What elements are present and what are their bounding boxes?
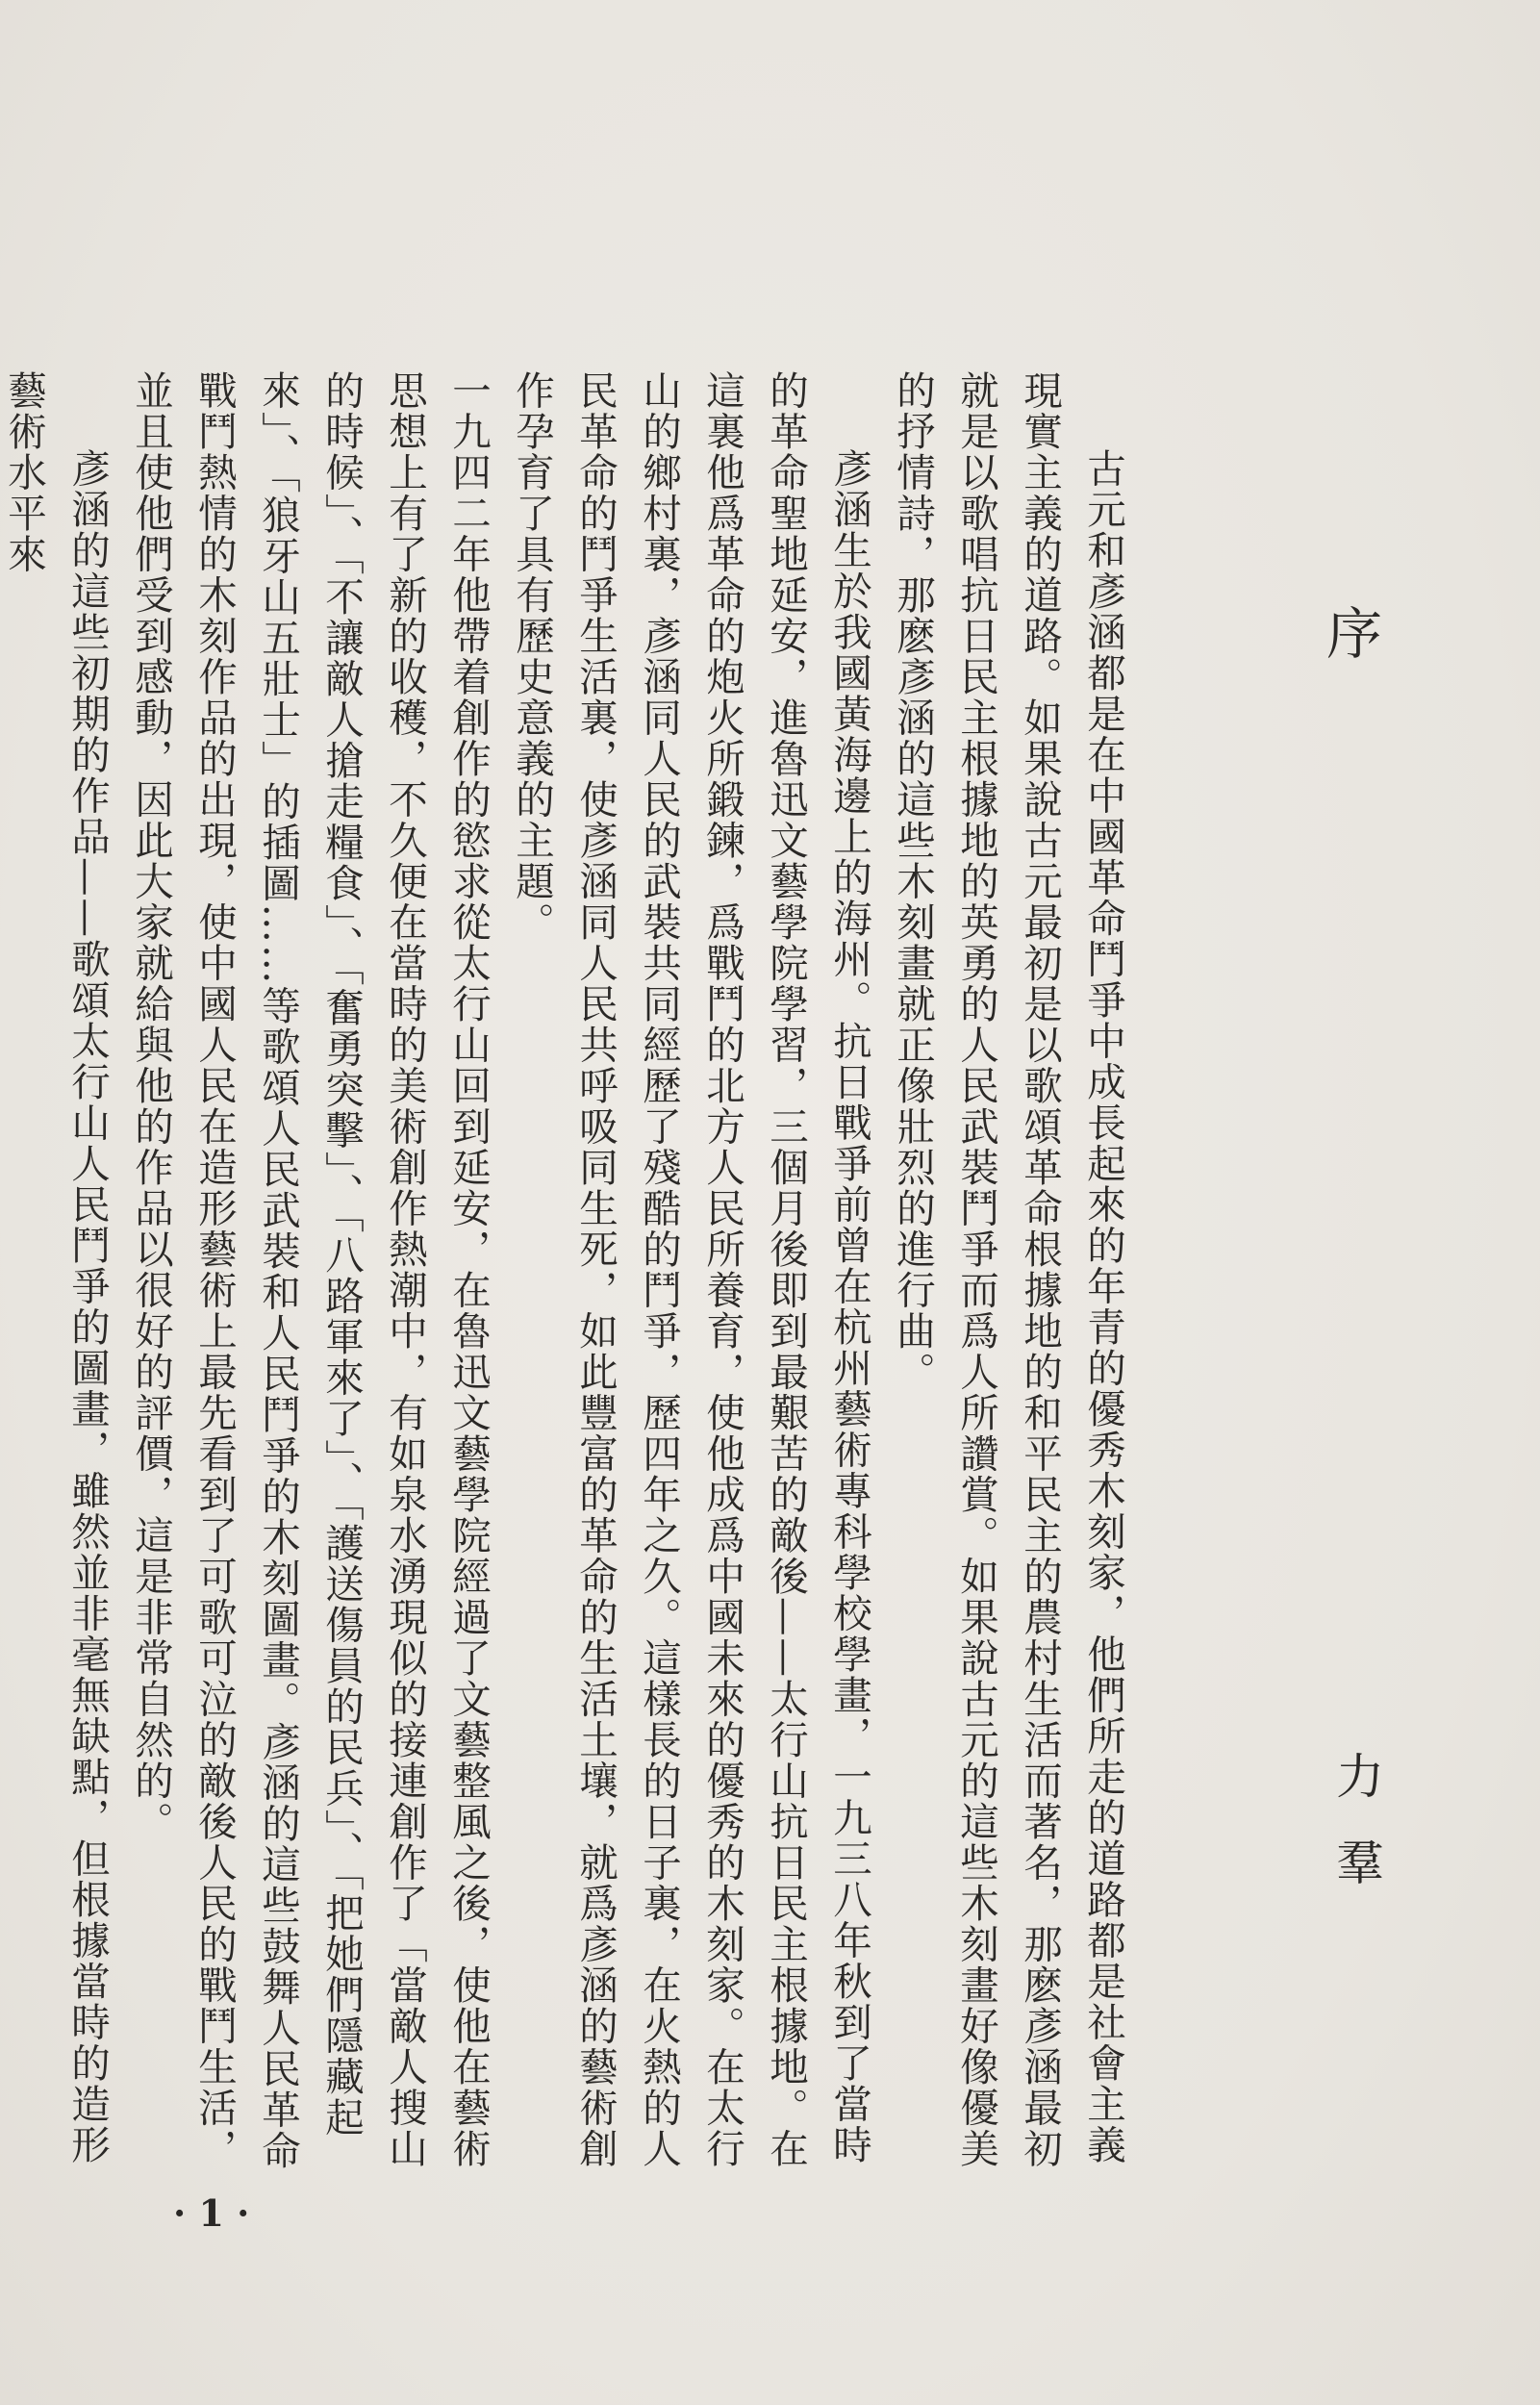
author-name: 力 羣 — [1328, 1751, 1384, 1897]
preface-body — [0, 370, 1135, 2179]
paragraph-2: 彥涵生於我國黃海邊上的海州。抗日戰爭前曾在杭州藝術專科學校學畫，一九三八年秋到了當時的革命聖地延安，進魯迅文藝學院學習，三個月後即到最艱苦的敵後——太行山抗日民主根據地。在這裏他爲革命的炮火所鍛鍊，爲戰鬥的北方人民所養育，使他成爲中國未來的優秀的木刻家。在太行山的鄉村裏，彥涵同人民的武裝共同經歷了殘酷的鬥爭，歷四年之久。這樣長的日子裏，在火熱的人民革命的鬥爭生活裏，使彥涵同人民共呼吸同生死，如此豐富的革命的生活土壤，就爲彥涵的藝術創作孕育了具有歷史意義的主題。 — [509, 370, 872, 2169]
page-number: · 1 · — [173, 2191, 250, 2235]
paragraph-4: 彥涵的這些初期的作品——歌頌太行山人民鬥爭的圖畫，雖然並非毫無缺點，但根據當時的造形藝術水平來 — [1, 370, 111, 2165]
paragraph-1: 古元和彥涵都是在中國革命鬥爭中成長起來的年青的優秀木刻家，他們所走的道路都是社會主義現實主義的道路。如果說古元最初是以歌頌革命根據地的和平民主的農村生活而著名，那麽彥涵最初就是以歌唱抗日民主根據地的英勇的人民武裝鬥爭而爲人所讚賞。如果說古元的這些木刻畫好像優美的抒情詩，那麽彥涵的這些木刻畫就正像壯烈的進行曲。 — [890, 370, 1126, 2169]
preface-title: 序 — [1317, 604, 1382, 660]
paragraph-3: 一九四二年他帶着創作的慾求從太行山回到延安，在魯迅文藝學院經過了文藝整風之後，使他在藝術思想上有了新的收穫，不久便在當時的美術創作熱潮中，有如泉水湧現似的接連創作了「當敵人搜山的時候」、「不讓敵人搶走糧食」、「奮勇突擊」、「八路軍來了」、「護送傷員的民兵」、「把她們隱藏起來」、「狼牙山五壯士」的插圖……等歌頌人民武裝和人民鬥爭的木刻圖畫。彥涵的這些鼓舞人民革命戰鬥熱情的木刻作品的出現，使中國人民在造形藝術上最先看到了可歌可泣的敵後人民的戰鬥生活，並且使他們受到感動，因此大家就給與他的作品以很好的評價，這是非常自然的。 — [128, 370, 492, 2171]
